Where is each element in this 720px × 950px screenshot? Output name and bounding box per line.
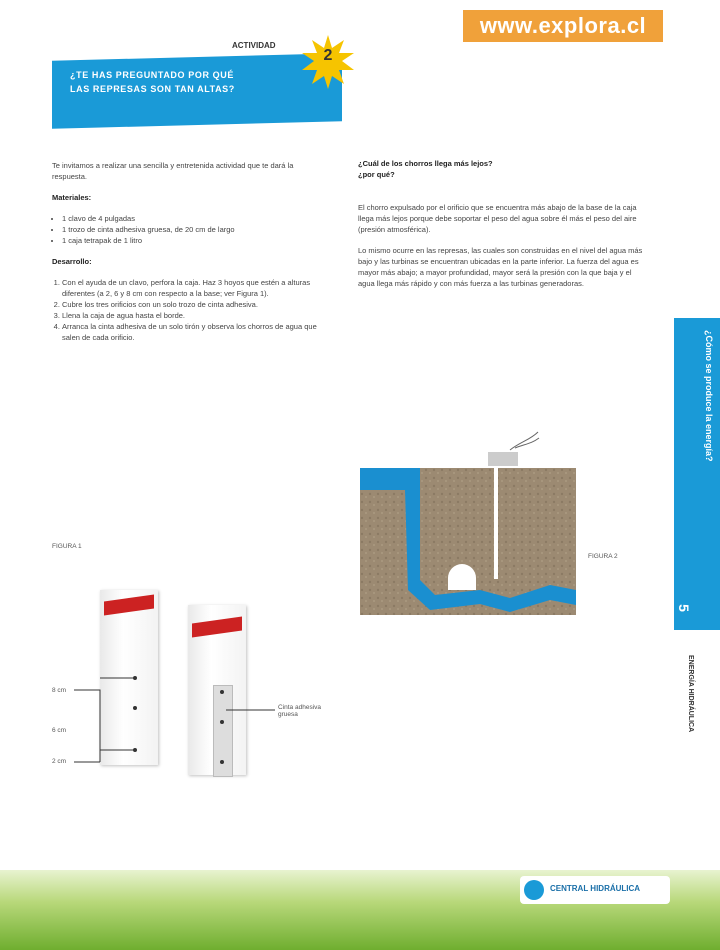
title-line-1: ¿TE HAS PREGUNTADO POR QUÉ [70, 70, 234, 80]
measure-label-2: 2 cm [52, 758, 67, 765]
list-item: 3. Llena la caja de agua hasta el borde. [62, 310, 322, 321]
footer-logo [520, 876, 670, 904]
page-number: 5 [675, 604, 692, 612]
question-line-2: ¿por qué? [358, 170, 395, 179]
dam-illustration [360, 420, 576, 615]
list-item: • 1 trozo de cinta adhesiva gruesa, de 20 cm de largo [62, 224, 322, 235]
figure-1-label: FIGURA 1 [52, 543, 82, 550]
materials-heading: Materiales: [52, 193, 92, 202]
measure-label-6: 6 cm [52, 727, 67, 734]
list-item: 1. Con el ayuda de un clavo, perfora la caja. Haz 3 hoyos que estén a alturas diferentes (a 2, 6 y 8 cm con respecto a la base; ver Figura 1). [62, 277, 322, 299]
left-column [52, 160, 322, 353]
list-item: • 1 caja tetrapak de 1 litro [62, 235, 322, 246]
figure-1-annotations [60, 670, 340, 770]
title-line-2: LAS REPRESAS SON TAN ALTAS? [70, 84, 235, 94]
website-url[interactable]: www.explora.cl [463, 10, 663, 42]
list-item: 4. Arranca la cinta adhesiva de un solo tirón y observa los chorros de agua que salen de cada orificio. [62, 321, 322, 343]
section-tab-title: ¿Cómo se produce la energía? [704, 330, 714, 462]
answer-paragraph-2: Lo mismo ocurre en las represas, las cuales son construidas en el nivel del agua más bajo y las turbinas se encuentran ubicadas en la parte inferior. La fuerza del agua es mayor más abajo; a mayor profundidad, mayor será la presión con la que baja y el agua llega más rápido y con más fuerza a las turbinas generadoras. [358, 246, 643, 288]
figure-2-label: FIGURA 2 [588, 553, 618, 560]
logo-text: CENTRAL HIDRÁULICA [550, 884, 641, 893]
list-item: 2. Cubre los tres orificios con un solo trozo de cinta adhesiva. [62, 299, 322, 310]
activity-number: 2 [323, 47, 333, 64]
question-line-1: ¿Cuál de los chorros llega más lejos? [358, 159, 493, 168]
vertical-section-label: ENERGÍA HIDRÁULICA [687, 655, 694, 733]
right-column [358, 158, 648, 299]
list-item: • 1 clavo de 4 pulgadas [62, 213, 322, 224]
logo-icon [524, 880, 544, 900]
materials-list [52, 213, 322, 246]
measure-label-8: 8 cm [52, 687, 67, 694]
development-heading: Desarrollo: [52, 257, 92, 266]
activity-label: ACTIVIDAD [232, 41, 276, 50]
question [358, 158, 648, 180]
steps-list [52, 277, 322, 343]
intro-text: Te invitamos a realizar una sencilla y entretenida actividad que te dará la respuesta. [52, 161, 294, 181]
answer-paragraph-1: El chorro expulsado por el orificio que se encuentra más abajo de la base de la caja llega más lejos porque debe soportar el peso del agua sobre él más el peso del aire (presión atmosférica). [358, 203, 637, 234]
tape-label: Cinta adhesiva gruesa [278, 704, 321, 718]
page-title [70, 68, 330, 96]
